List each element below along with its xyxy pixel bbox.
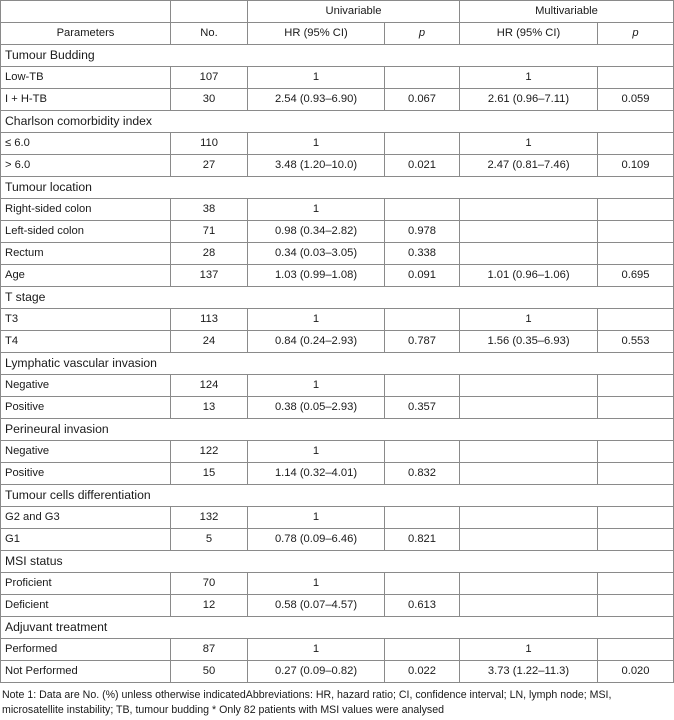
row-uni-p (385, 507, 460, 529)
row-uni-hr: 0.98 (0.34–2.82) (248, 221, 385, 243)
footnote: Note 1: Data are No. (%) unless otherwise indicatedAbbreviations: HR, hazard ratio; CI, confidence interval; LN, lymph node; MSI, microsatellite instability; TB, tumour budding * Only 82 patients with MSI values were analysed (2, 689, 612, 716)
row-no: 124 (171, 375, 248, 397)
table-row (1, 155, 674, 177)
row-multi-hr (460, 441, 598, 463)
row-uni-hr: 0.27 (0.09–0.82) (248, 661, 385, 683)
row-multi-p (598, 507, 674, 529)
table-header (1, 1, 674, 45)
row-multi-hr (460, 221, 598, 243)
row-multi-hr: 1.56 (0.35–6.93) (460, 331, 598, 353)
row-uni-p: 0.821 (385, 529, 460, 551)
header-blank-cell (1, 1, 171, 23)
section-label: Adjuvant treatment (1, 617, 674, 639)
row-multi-p (598, 463, 674, 485)
row-uni-hr: 1 (248, 309, 385, 331)
section-label: Charlson comorbidity index (1, 111, 674, 133)
row-uni-hr: 1 (248, 199, 385, 221)
row-label: > 6.0 (1, 155, 171, 177)
section-label: MSI status (1, 551, 674, 573)
row-uni-hr: 1 (248, 375, 385, 397)
section-row (1, 551, 674, 573)
row-no: 132 (171, 507, 248, 529)
section-row (1, 617, 674, 639)
row-label: T3 (1, 309, 171, 331)
row-multi-hr (460, 507, 598, 529)
row-multi-hr: 3.73 (1.22–11.3) (460, 661, 598, 683)
row-no: 24 (171, 331, 248, 353)
row-label: G1 (1, 529, 171, 551)
row-uni-hr: 2.54 (0.93–6.90) (248, 89, 385, 111)
row-no: 28 (171, 243, 248, 265)
row-uni-hr: 1 (248, 639, 385, 661)
row-uni-p: 0.357 (385, 397, 460, 419)
row-multi-p (598, 67, 674, 89)
row-uni-p (385, 639, 460, 661)
row-no: 30 (171, 89, 248, 111)
row-label: Low-TB (1, 67, 171, 89)
row-no: 27 (171, 155, 248, 177)
row-multi-p (598, 375, 674, 397)
table-row (1, 133, 674, 155)
header-univariable: Univariable (248, 1, 460, 23)
row-label: T4 (1, 331, 171, 353)
table-row (1, 529, 674, 551)
row-multi-hr: 1 (460, 309, 598, 331)
table-row (1, 595, 674, 617)
section-label: Perineural invasion (1, 419, 674, 441)
row-label: Left-sided colon (1, 221, 171, 243)
header-multivariable: Multivariable (460, 1, 674, 23)
row-uni-p (385, 309, 460, 331)
row-uni-p: 0.067 (385, 89, 460, 111)
row-uni-hr: 1 (248, 573, 385, 595)
table-row (1, 309, 674, 331)
header-uni-hr: HR (95% CI) (248, 23, 385, 45)
section-row (1, 485, 674, 507)
row-multi-p: 0.695 (598, 265, 674, 287)
row-no: 107 (171, 67, 248, 89)
row-multi-p (598, 243, 674, 265)
row-label: Age (1, 265, 171, 287)
table-row (1, 397, 674, 419)
row-label: G2 and G3 (1, 507, 171, 529)
header-row-columns (1, 23, 674, 45)
row-uni-p: 0.978 (385, 221, 460, 243)
section-label: Tumour location (1, 177, 674, 199)
row-multi-hr: 1 (460, 639, 598, 661)
row-label: Right-sided colon (1, 199, 171, 221)
row-multi-p (598, 441, 674, 463)
row-multi-hr: 1 (460, 67, 598, 89)
table-row (1, 331, 674, 353)
row-multi-hr (460, 573, 598, 595)
row-multi-hr: 2.61 (0.96–7.11) (460, 89, 598, 111)
section-label: Tumour cells differentiation (1, 485, 674, 507)
row-uni-p: 0.832 (385, 463, 460, 485)
row-uni-p (385, 375, 460, 397)
row-multi-hr: 2.47 (0.81–7.46) (460, 155, 598, 177)
table-row (1, 661, 674, 683)
table-row (1, 243, 674, 265)
row-uni-p (385, 67, 460, 89)
row-multi-hr (460, 529, 598, 551)
table-row (1, 67, 674, 89)
table-row (1, 199, 674, 221)
row-label: ≤ 6.0 (1, 133, 171, 155)
row-multi-p (598, 133, 674, 155)
row-no: 71 (171, 221, 248, 243)
table-row (1, 639, 674, 661)
header-multi-hr: HR (95% CI) (460, 23, 598, 45)
row-no: 12 (171, 595, 248, 617)
row-multi-hr (460, 243, 598, 265)
row-uni-hr: 1.03 (0.99–1.08) (248, 265, 385, 287)
row-multi-p: 0.020 (598, 661, 674, 683)
row-uni-hr: 0.58 (0.07–4.57) (248, 595, 385, 617)
row-label: Not Performed (1, 661, 171, 683)
row-multi-p (598, 309, 674, 331)
table-row (1, 375, 674, 397)
row-uni-hr: 0.78 (0.09–6.46) (248, 529, 385, 551)
section-label: T stage (1, 287, 674, 309)
row-multi-p (598, 529, 674, 551)
section-row (1, 111, 674, 133)
row-multi-hr (460, 595, 598, 617)
row-uni-p: 0.613 (385, 595, 460, 617)
row-uni-p (385, 573, 460, 595)
row-multi-p (598, 639, 674, 661)
row-no: 113 (171, 309, 248, 331)
row-uni-hr: 1.14 (0.32–4.01) (248, 463, 385, 485)
row-no: 87 (171, 639, 248, 661)
row-multi-p (598, 397, 674, 419)
row-multi-p (598, 595, 674, 617)
row-uni-hr: 0.84 (0.24–2.93) (248, 331, 385, 353)
row-multi-hr: 1 (460, 133, 598, 155)
row-label: Negative (1, 441, 171, 463)
section-row (1, 287, 674, 309)
table-row (1, 221, 674, 243)
table-row (1, 265, 674, 287)
row-multi-p: 0.109 (598, 155, 674, 177)
table-row (1, 573, 674, 595)
row-label: Negative (1, 375, 171, 397)
row-uni-hr: 3.48 (1.20–10.0) (248, 155, 385, 177)
row-multi-p: 0.059 (598, 89, 674, 111)
row-no: 15 (171, 463, 248, 485)
row-multi-hr (460, 397, 598, 419)
header-parameters: Parameters (1, 23, 171, 45)
row-uni-hr: 0.34 (0.03–3.05) (248, 243, 385, 265)
row-no: 122 (171, 441, 248, 463)
table-row (1, 463, 674, 485)
row-uni-p: 0.091 (385, 265, 460, 287)
row-uni-p (385, 133, 460, 155)
header-no: No. (171, 23, 248, 45)
row-no: 13 (171, 397, 248, 419)
section-row (1, 419, 674, 441)
section-row (1, 45, 674, 67)
table-row (1, 441, 674, 463)
row-label: I + H-TB (1, 89, 171, 111)
row-uni-p (385, 441, 460, 463)
table-body (1, 45, 674, 683)
row-no: 137 (171, 265, 248, 287)
table-row (1, 89, 674, 111)
row-label: Deficient (1, 595, 171, 617)
section-row (1, 353, 674, 375)
table-row (1, 507, 674, 529)
header-uni-p: p (385, 23, 460, 45)
row-label: Rectum (1, 243, 171, 265)
header-multi-p: p (598, 23, 674, 45)
row-no: 5 (171, 529, 248, 551)
row-uni-p (385, 199, 460, 221)
row-multi-p: 0.553 (598, 331, 674, 353)
row-no: 70 (171, 573, 248, 595)
row-multi-p (598, 573, 674, 595)
header-row-groups (1, 1, 674, 23)
row-label: Performed (1, 639, 171, 661)
row-no: 110 (171, 133, 248, 155)
row-uni-hr: 0.38 (0.05–2.93) (248, 397, 385, 419)
section-row (1, 177, 674, 199)
row-multi-hr (460, 375, 598, 397)
row-no: 38 (171, 199, 248, 221)
row-label: Proficient (1, 573, 171, 595)
section-label: Tumour Budding (1, 45, 674, 67)
row-multi-p (598, 221, 674, 243)
row-multi-hr: 1.01 (0.96–1.06) (460, 265, 598, 287)
row-uni-hr: 1 (248, 507, 385, 529)
row-label: Positive (1, 397, 171, 419)
row-uni-p: 0.022 (385, 661, 460, 683)
row-uni-hr: 1 (248, 441, 385, 463)
section-label: Lymphatic vascular invasion (1, 353, 674, 375)
row-uni-p: 0.787 (385, 331, 460, 353)
row-uni-hr: 1 (248, 67, 385, 89)
row-no: 50 (171, 661, 248, 683)
row-uni-p: 0.021 (385, 155, 460, 177)
row-uni-p: 0.338 (385, 243, 460, 265)
row-uni-hr: 1 (248, 133, 385, 155)
row-multi-hr (460, 463, 598, 485)
row-multi-hr (460, 199, 598, 221)
row-multi-p (598, 199, 674, 221)
header-blank-cell (171, 1, 248, 23)
row-label: Positive (1, 463, 171, 485)
